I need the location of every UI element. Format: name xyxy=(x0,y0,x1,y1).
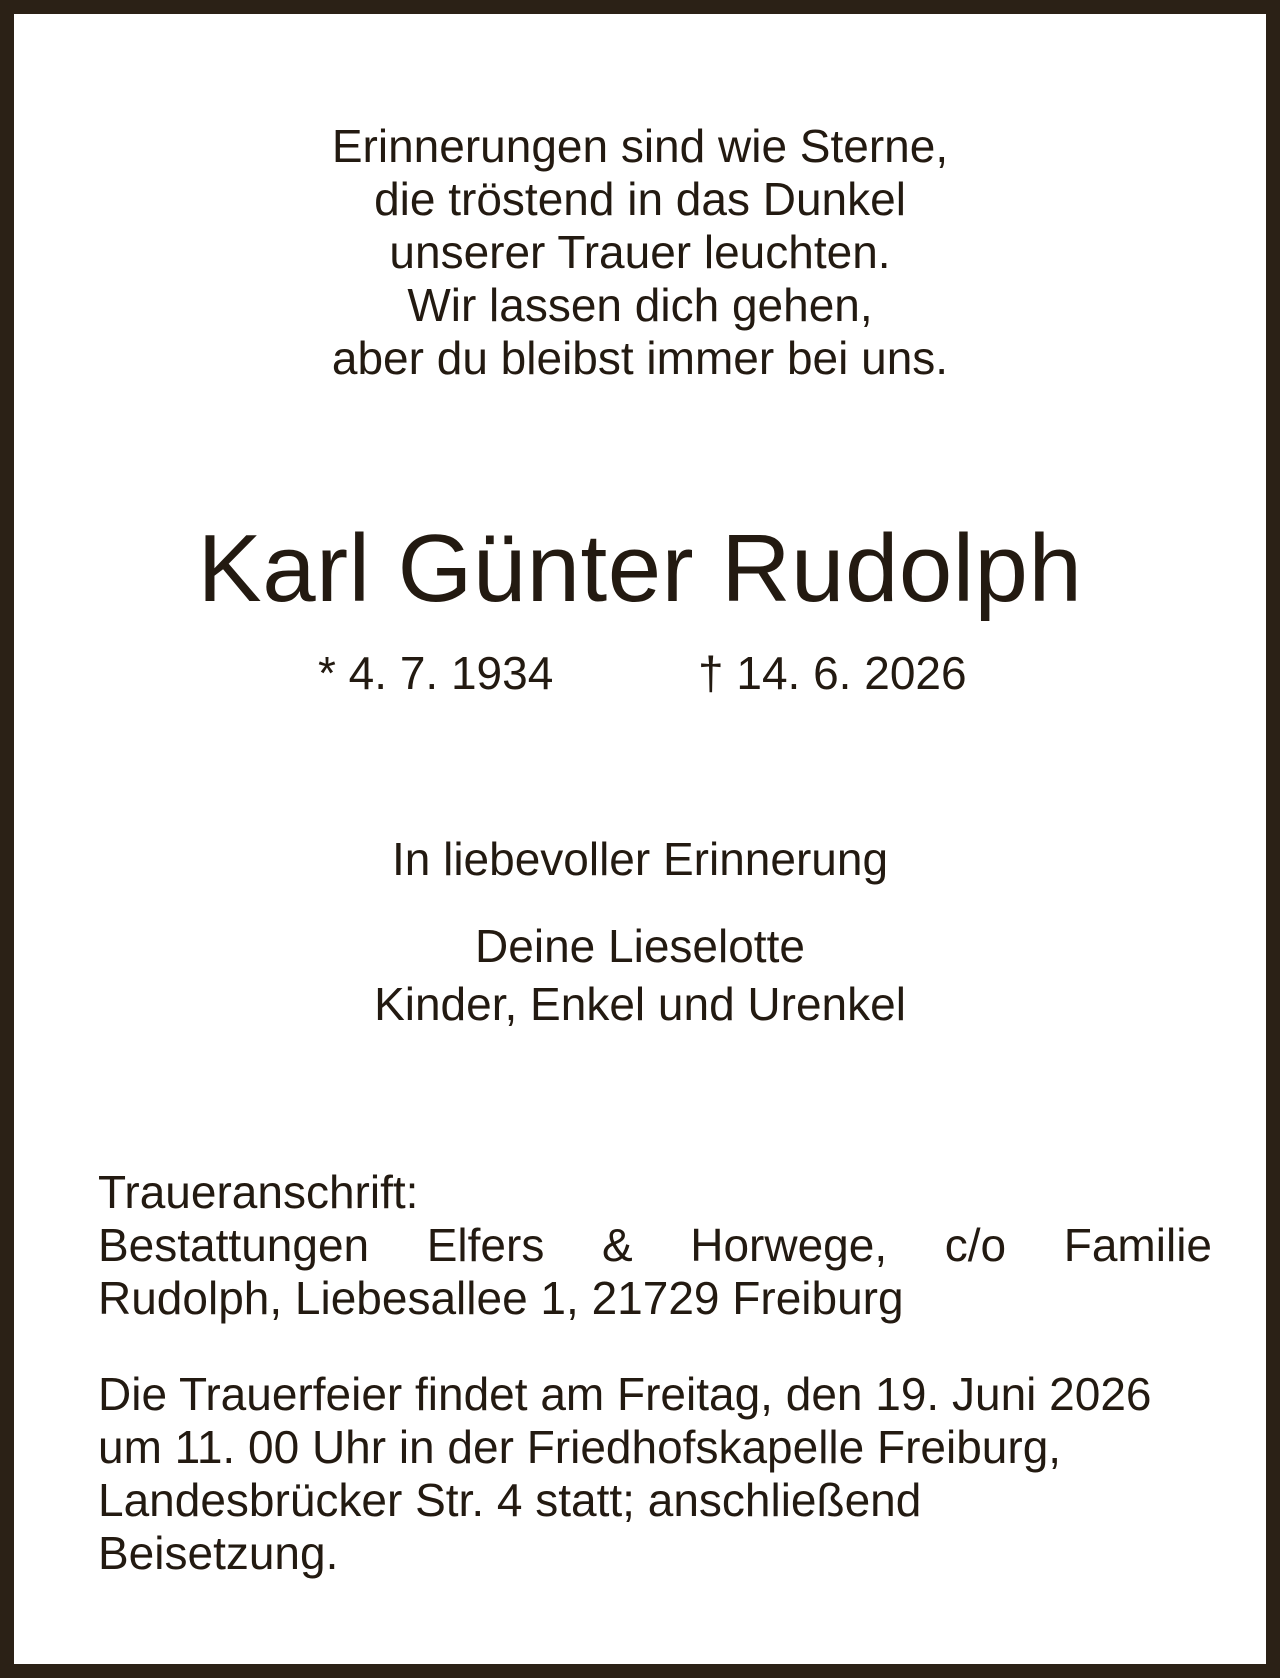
death-date: † 14. 6. 2026 xyxy=(698,647,967,699)
ceremony-line: Beisetzung. xyxy=(98,1527,339,1579)
memorial-poem xyxy=(14,120,1266,385)
funeral-ceremony-info xyxy=(98,1368,1212,1580)
mourning-address xyxy=(98,1166,1212,1325)
poem-line: Erinnerungen sind wie Sterne, xyxy=(331,120,949,172)
address-line: Bestattungen Elfers & Horwege, c/o Familie xyxy=(98,1219,1212,1271)
deceased-name: Karl Günter Rudolph xyxy=(197,515,1083,622)
address-label: Traueranschrift: xyxy=(98,1166,419,1218)
family-line: Deine Lieselotte xyxy=(475,920,805,972)
ceremony-line: Die Trauerfeier findet am Freitag, den 19. Juni 2026 xyxy=(98,1368,1152,1420)
ceremony-line: Landesbrücker Str. 4 statt; anschließend xyxy=(98,1474,922,1526)
birth-date: * 4. 7. 1934 xyxy=(318,647,554,699)
poem-line: die tröstend in das Dunkel xyxy=(374,173,906,225)
address-line: Rudolph, Liebesallee 1, 21729 Freiburg xyxy=(98,1272,904,1324)
poem-line: aber du bleibst immer bei uns. xyxy=(331,332,949,384)
closing-phrase: In liebevoller Erinnerung xyxy=(391,833,889,885)
family-line: Kinder, Enkel und Urenkel xyxy=(374,978,906,1030)
ceremony-line: um 11. 00 Uhr in der Friedhofskapelle Freiburg, xyxy=(98,1421,1062,1473)
family-signature xyxy=(14,917,1266,1033)
poem-line: Wir lassen dich gehen, xyxy=(407,279,873,331)
poem-line: unserer Trauer leuchten. xyxy=(389,226,891,278)
